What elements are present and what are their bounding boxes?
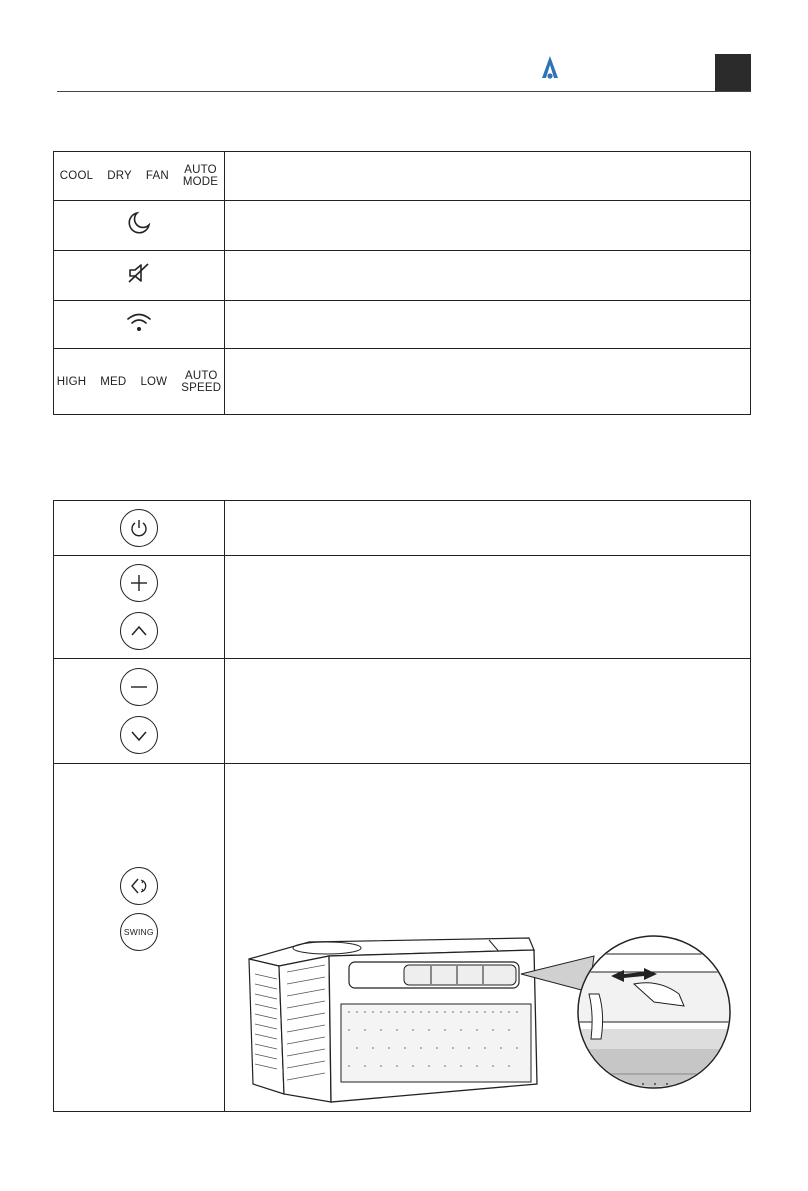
button-row-swing bbox=[54, 764, 751, 1112]
speed-label-high: HIGH bbox=[56, 375, 87, 388]
mode-labels-cell bbox=[54, 152, 225, 201]
brand-logo-icon bbox=[534, 52, 566, 84]
page-tab-marker bbox=[715, 54, 751, 91]
swing-louver-button-icon bbox=[120, 867, 158, 905]
wifi-icon bbox=[125, 321, 153, 338]
mute-speaker-icon bbox=[126, 273, 152, 290]
minus-button-icon bbox=[120, 668, 158, 706]
air-conditioner-illustration bbox=[239, 934, 739, 1109]
mode-description-cell bbox=[224, 152, 750, 201]
mode-label-auto-mode: AUTO MODE bbox=[182, 164, 219, 188]
header-rule bbox=[57, 91, 751, 92]
swing-button-label: SWING bbox=[123, 927, 154, 937]
indicator-row-wifi bbox=[54, 301, 751, 349]
buttons-table bbox=[53, 500, 751, 1112]
indicator-row-mode bbox=[54, 152, 751, 201]
swing-button bbox=[120, 913, 158, 951]
power-button-icon bbox=[120, 509, 158, 547]
plus-button-icon bbox=[120, 564, 158, 602]
mode-label-dry: DRY bbox=[107, 170, 132, 182]
button-row-decrease bbox=[54, 659, 751, 764]
mode-label-fan: FAN bbox=[145, 170, 169, 182]
button-row-increase bbox=[54, 556, 751, 659]
down-arrow-button-icon bbox=[120, 716, 158, 754]
button-row-power bbox=[54, 501, 751, 556]
moon-sleep-icon bbox=[126, 223, 152, 240]
indicator-row-sleep bbox=[54, 201, 751, 251]
indicators-table bbox=[53, 151, 751, 415]
indicator-row-mute bbox=[54, 251, 751, 301]
speed-label-auto-speed: AUTO SPEED bbox=[181, 369, 222, 394]
speed-label-low: LOW bbox=[140, 375, 168, 388]
up-arrow-button-icon bbox=[120, 612, 158, 650]
speed-label-med: MED bbox=[100, 375, 127, 388]
indicator-row-fan-speed bbox=[54, 349, 751, 415]
mode-label-cool: COOL bbox=[59, 170, 94, 182]
